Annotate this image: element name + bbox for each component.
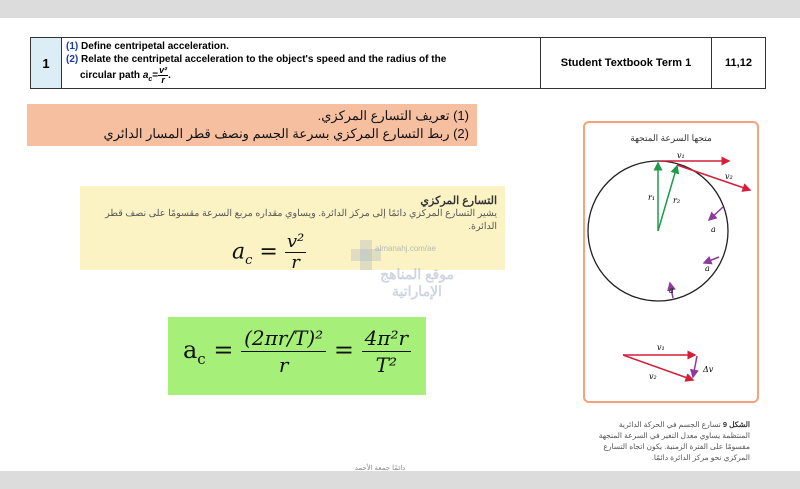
period-formula-box bbox=[168, 317, 426, 395]
arabic-objectives bbox=[27, 104, 477, 146]
period-formula-sub: c bbox=[197, 349, 206, 368]
definition-formula: $a_c$ = $\frac{\text{v²}}{r}$ bbox=[232, 231, 305, 273]
vector-v2-arrow bbox=[623, 355, 693, 380]
header-formula-fraction bbox=[158, 66, 168, 85]
period-frac1-den: r bbox=[278, 353, 289, 377]
period-frac1-num: (2πr/T)² bbox=[241, 325, 326, 352]
period-fraction-1 bbox=[241, 325, 326, 378]
def-formula-den: r bbox=[291, 252, 300, 273]
label-vec-v1: v₁ bbox=[657, 343, 665, 352]
def-formula-fraction bbox=[285, 232, 306, 273]
watermark-site: almanahj.com/ae bbox=[375, 244, 436, 253]
label-a-1: a bbox=[711, 225, 716, 234]
period-fraction-2 bbox=[362, 325, 411, 378]
objective-2-cont: circular path bbox=[80, 70, 141, 82]
figure-caption-label: الشكل 9 bbox=[722, 420, 750, 429]
lesson-number: 1 bbox=[31, 38, 62, 89]
period-frac2-den: T² bbox=[375, 353, 397, 377]
period-frac2-num: 4π²r bbox=[362, 325, 411, 352]
watermark-name: موقع المناهج الإماراتية bbox=[380, 266, 454, 299]
definition-text: يشير التسارع المركزي دائمًا إلى مركز الدائرة. ويساوي مقداره مربع السرعة مقسومًا على نصف قطر الدائرة. bbox=[105, 208, 497, 232]
pages-cell: 11,12 bbox=[712, 38, 766, 89]
figure-caption bbox=[590, 419, 750, 463]
figure-caption-text: تسارع الجسم في الحركة الدائرية المنتظمة يساوي معدل التغير في السرعة المتجهة مقسومًا على الفترة الزمنية. يكون اتجاه التسارع المركزي نحو مركز الدائرة دائمًا. bbox=[598, 420, 750, 462]
watermark bbox=[337, 226, 477, 299]
accel-arrow-2 bbox=[704, 257, 719, 263]
figure-panel bbox=[583, 121, 759, 403]
header-formula-num: v² bbox=[159, 65, 168, 75]
objective-2-text: Relate the centripetal acceleration to the object's speed and the radius of the bbox=[81, 54, 447, 65]
def-formula-sub: c bbox=[245, 252, 253, 268]
label-vec-v2: v₂ bbox=[649, 372, 657, 381]
slide bbox=[0, 18, 800, 471]
definition-title: التسارع المركزي bbox=[420, 195, 497, 207]
def-formula-lhs: a bbox=[232, 239, 246, 265]
figure-title: متجها السرعة المتجهة bbox=[630, 133, 712, 143]
label-delta-v: Δv bbox=[703, 365, 714, 374]
def-formula-num: v² bbox=[286, 231, 305, 252]
delta-v-arrow bbox=[693, 356, 697, 377]
objectives-cell: (1) Define centripetal acceleration. (2) Relate the centripetal acceleration to the object's speed and the radius of the circular path $a_c=$ $\frac{\text{v²}}{r}$ . bbox=[62, 38, 541, 89]
objective-1-prefix: (1) bbox=[66, 41, 79, 52]
circular-motion-diagram bbox=[585, 123, 757, 401]
label-r2: r₂ bbox=[673, 196, 681, 205]
objective-1-text: Define centripetal acceleration. bbox=[81, 41, 229, 52]
label-v1: v₁ bbox=[677, 151, 685, 160]
arabic-objective-1: (1) تعريف التسارع المركزي. bbox=[317, 108, 469, 123]
label-v2: v₂ bbox=[725, 172, 733, 181]
footer-text: دائمًا جمعة الأحمد bbox=[354, 465, 406, 472]
header-formula-den: r bbox=[161, 75, 165, 85]
textbook-cell: Student Textbook Term 1 bbox=[541, 38, 712, 89]
header-table bbox=[30, 37, 766, 89]
velocity-v2-arrow bbox=[677, 165, 750, 190]
header-formula-sub: c bbox=[148, 76, 153, 84]
objective-2-prefix: (2) bbox=[66, 54, 79, 65]
accel-arrow-1 bbox=[709, 207, 723, 220]
header-formula-lhs: a bbox=[142, 70, 149, 82]
period-formula-lhs: a bbox=[182, 336, 198, 364]
period-formula: $a_c$ = $\frac{\text{(2πr/T)²}}{r}$ = $\frac{\text{4π²r}}{\text{T²}}$ bbox=[168, 325, 426, 378]
label-a-3: a bbox=[669, 286, 674, 295]
arabic-objective-2: (2) ربط التسارع المركزي بسرعة الجسم ونصف قطر المسار الدائري bbox=[103, 126, 469, 141]
label-a-2: a bbox=[705, 264, 710, 273]
label-r1: r₁ bbox=[648, 193, 656, 202]
